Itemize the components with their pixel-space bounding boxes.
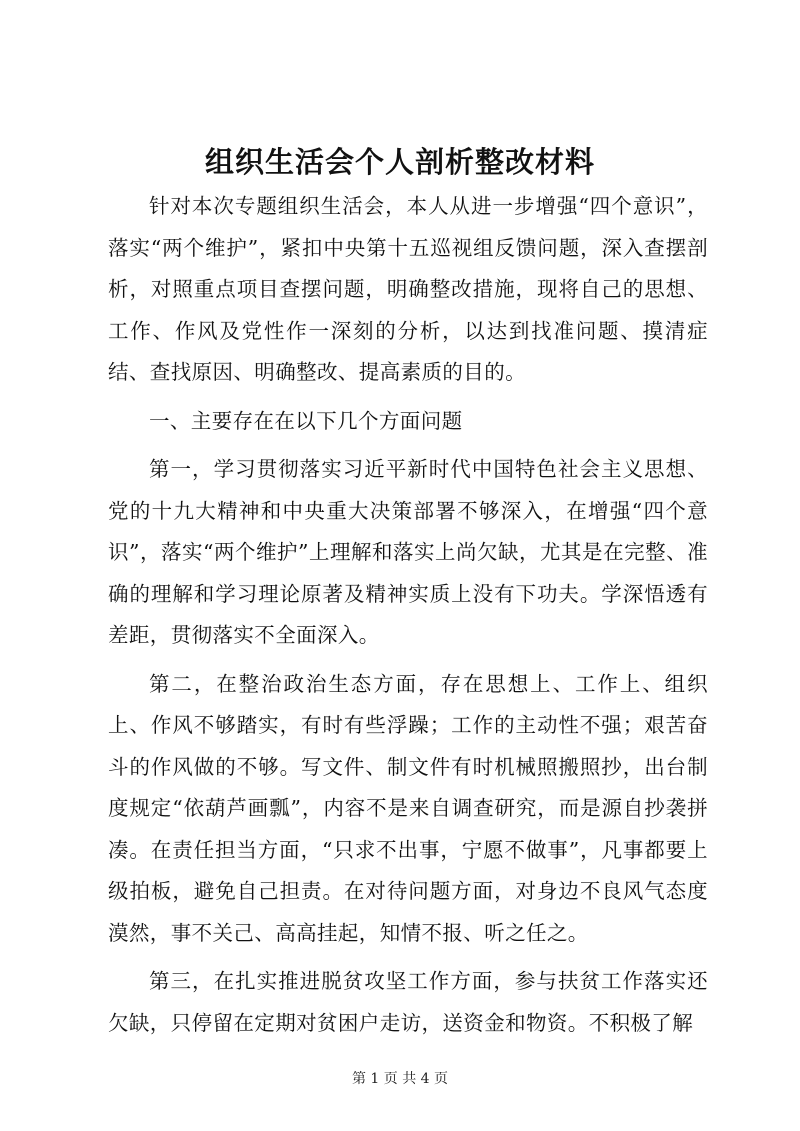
paragraph-second-issue: 第二，在整治政治生态方面，存在思想上、工作上、组织上、作风不够踏实，有时有些浮躁；工作的主动性不强；艰苦奋斗的作风做的不够。写文件、制文件有时机械照搬照抄，出台制度规定“依葫芦画瓢”，内容不是来自调查研究，而是源自抄袭拼凑。在责任担当方面，“只求不出事，宁愿不做事”，凡事都要上级拍板，避免自己担责。在对待问题方面，对身边不良风气态度漠然，事不关己、高高挂起，知情不报、听之任之。	[108, 671, 708, 945]
paragraph-first-issue: 第一，学习贯彻落实习近平新时代中国特色社会主义思想、党的十九大精神和中央重大决策部署不够深入，在增强“四个意识”，落实“两个维护”上理解和落实上尚欠缺，尤其是在完整、准确的理解和学习理论原著及精神实质上没有下功夫。学深悟透有差距，贯彻落实不全面深入。	[108, 457, 708, 647]
section-heading: 一、主要存在在以下几个方面问题	[149, 408, 463, 433]
page-footer: 第 1 页 共 4 页	[351, 1071, 449, 1087]
paragraph-third-issue: 第三，在扎实推进脱贫攻坚工作方面，参与扶贫工作落实还欠缺，只停留在定期对贫困户走访，送资金和物资。不积极了解	[108, 969, 708, 1035]
document-body	[108, 186, 708, 1051]
document-title: 组织生活会个人剖析整改材料	[204, 145, 595, 179]
paragraph-intro: 针对本次专题组织生活会，本人从进一步增强“四个意识”，落实“两个维护”，紧扣中央第十五巡视组反馈问题，深入查摆剖析，对照重点项目查摆问题，明确整改措施，现将自己的思想、工作、作风及党性作一深刻的分析，以达到找准问题、摸清症结、查找原因、明确整改、提高素质的目的。	[108, 194, 708, 384]
